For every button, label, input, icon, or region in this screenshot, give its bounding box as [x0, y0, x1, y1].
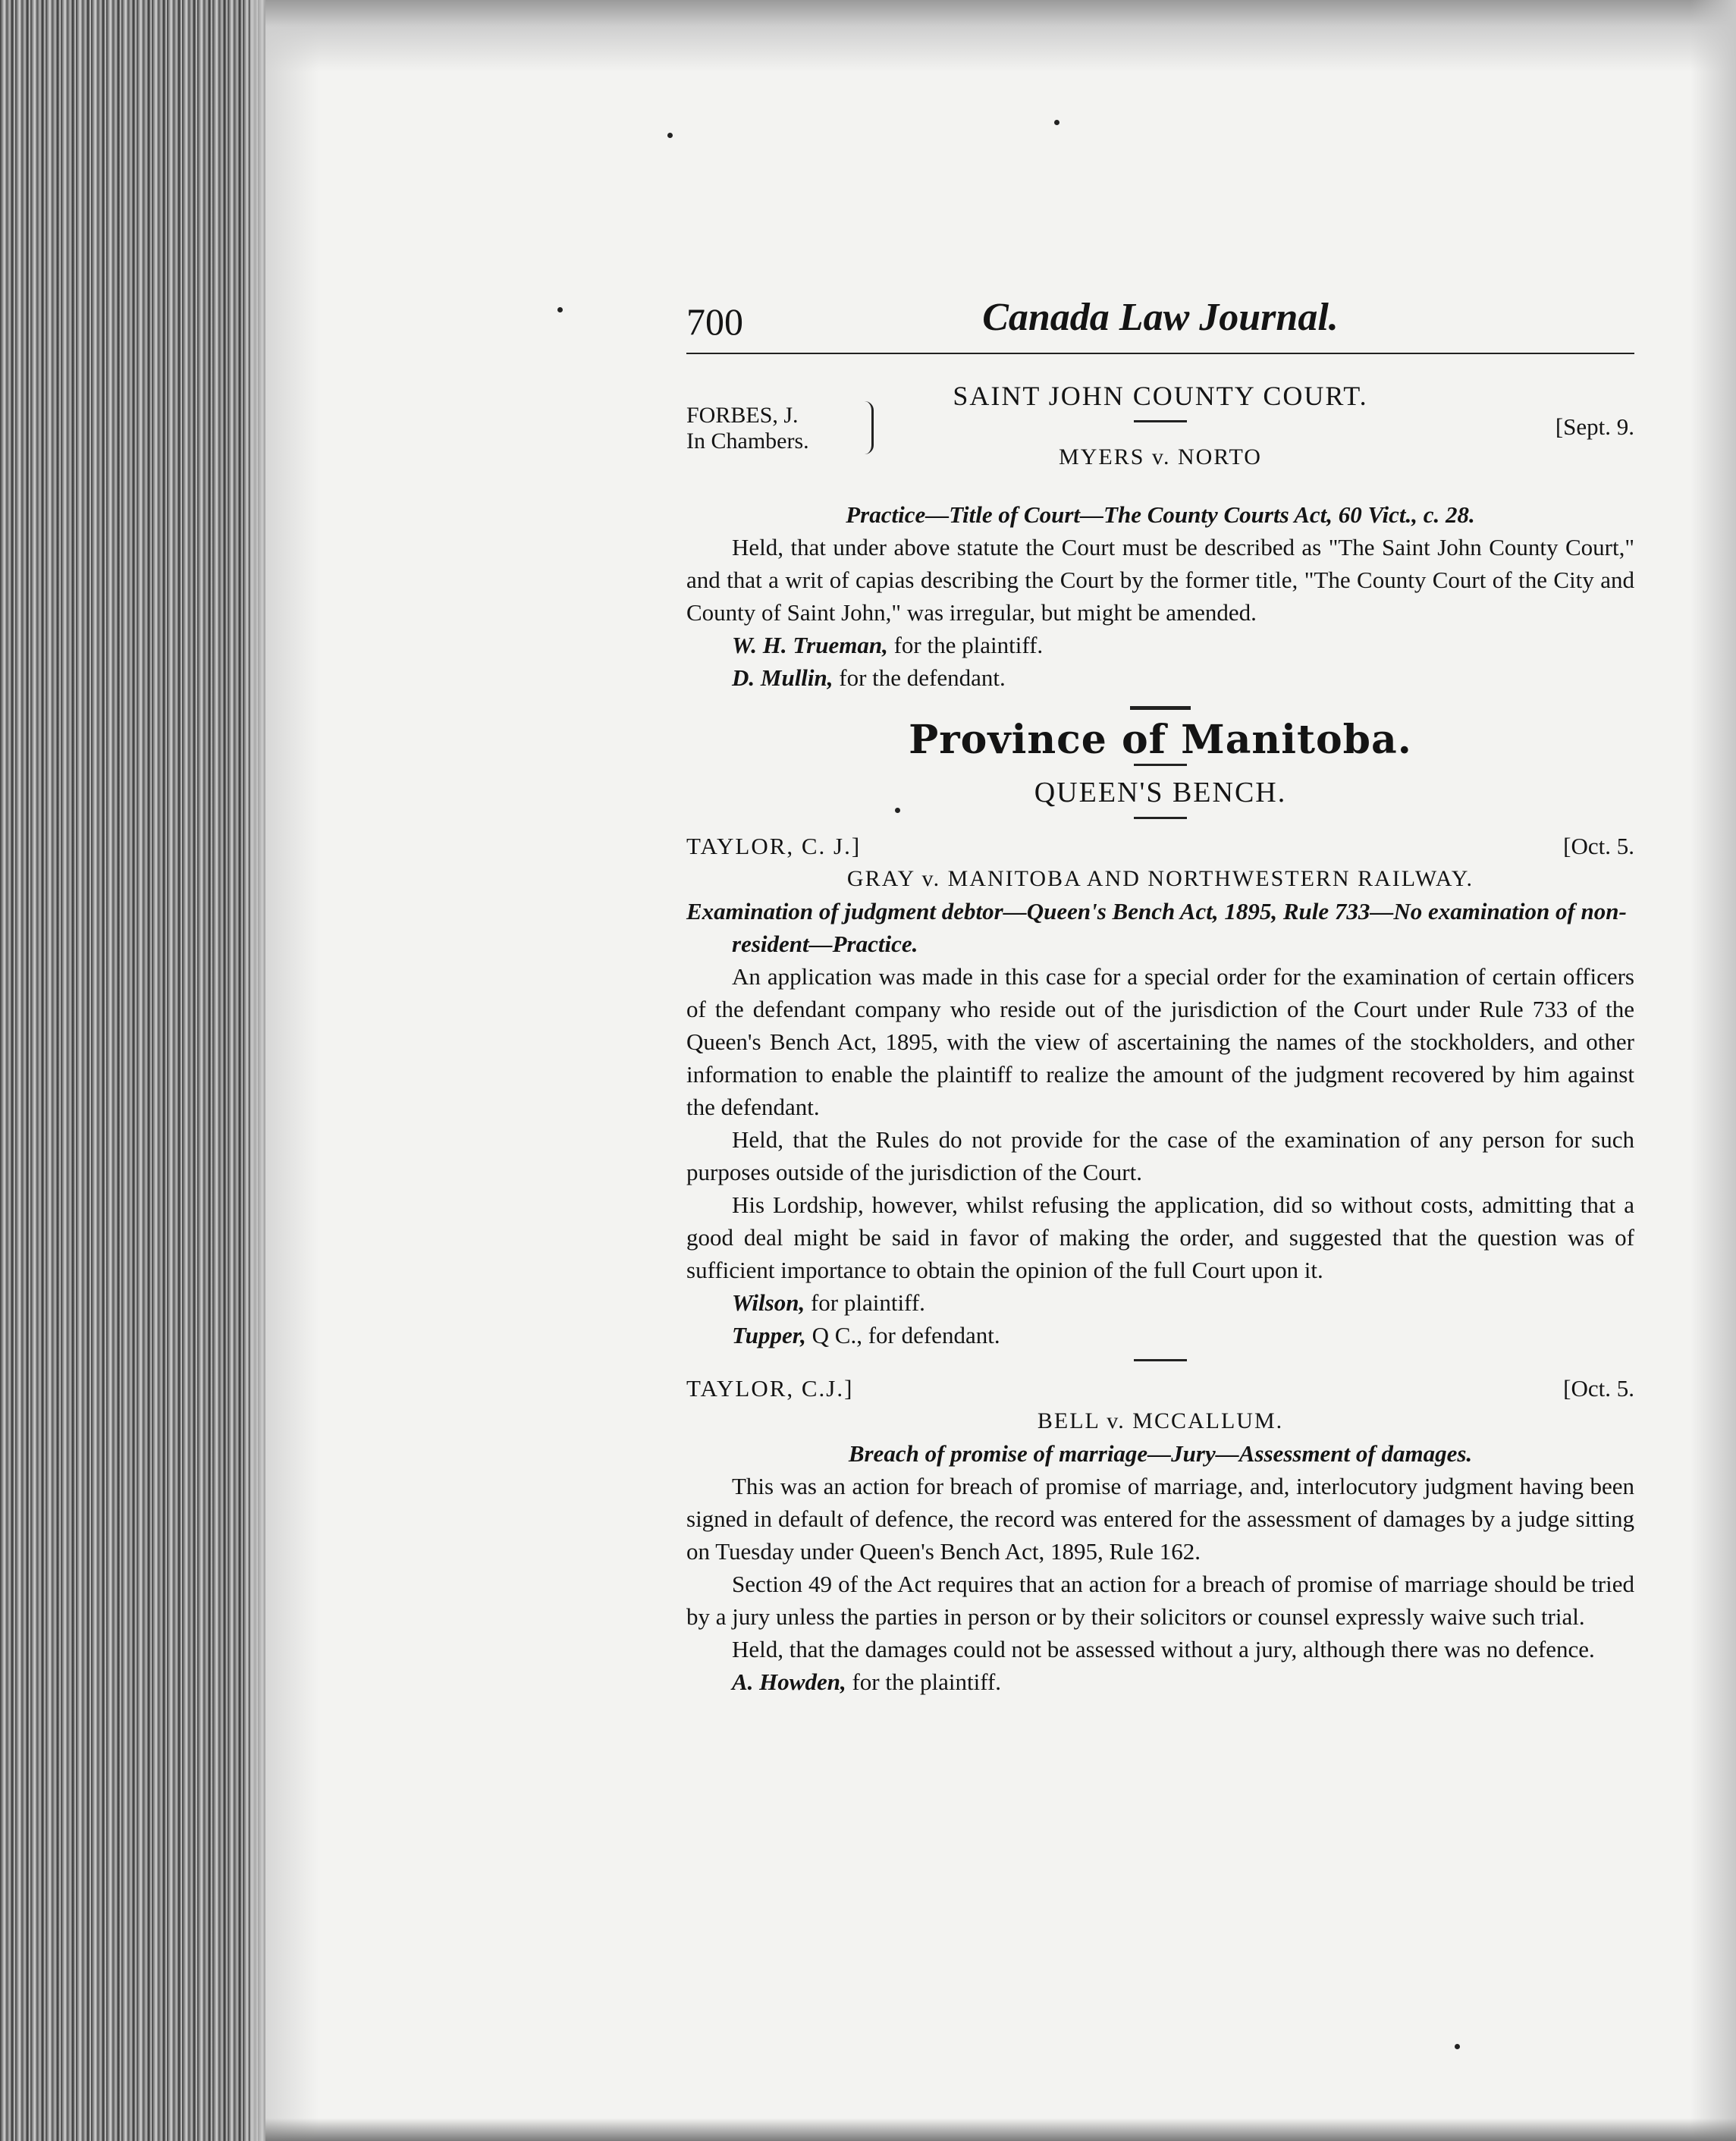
case-name: MYERS v. NORTO — [1059, 444, 1262, 469]
case-header-gray — [686, 830, 1634, 862]
book-binding-gutter — [0, 0, 265, 2141]
counsel-name: Wilson, — [732, 1289, 805, 1316]
body-paragraph: An application was made in this case for a special order for the examination of certain officers of the defendant company who reside out of the jurisdiction of the Court under Rule 733 of the Queen's Bench Act, 1895, with the view of ascertaining the names of the stockholders, and other information to enable the plaintiff to realize the amount of the judgment recovered by him against the defendant. — [686, 963, 1634, 1120]
province-heading: Province of Manitoba. — [909, 717, 1412, 763]
chambers-label: In Chambers. — [686, 429, 809, 454]
divider — [1134, 1359, 1187, 1361]
judge-name: FORBES, J. — [686, 403, 799, 428]
scan-speck — [1455, 2044, 1460, 2049]
case-header-myers — [686, 403, 1634, 498]
case-name: BELL v. MCCALLUM. — [1037, 1408, 1284, 1433]
headnote: Breach of promise of marriage—Jury—Assessment of damages. — [848, 1440, 1473, 1467]
counsel-role: for the defendant. — [833, 664, 1006, 691]
decision-date: [Oct. 5. — [1563, 833, 1634, 859]
judge-name: TAYLOR, C. J.] — [686, 833, 862, 859]
page-bottom-edge — [265, 2118, 1736, 2141]
journal-page — [686, 296, 1634, 1698]
decision-date: [Sept. 9. — [1555, 413, 1634, 440]
body-paragraph: Section 49 of the Act requires that an action for a breach of promise of marriage should be tried by a jury unless the parties in person or by their solicitors or counsel expressly waive such trial. — [686, 1571, 1634, 1630]
decision-date: [Oct. 5. — [1563, 1375, 1634, 1402]
divider — [1134, 764, 1187, 766]
counsel-role: Q C., for defendant. — [805, 1322, 1000, 1348]
divider — [1134, 817, 1187, 819]
court-heading-saint-john: SAINT JOHN COUNTY COURT. — [953, 381, 1368, 411]
section-divider — [1130, 706, 1191, 710]
scan-speck — [1054, 120, 1059, 125]
judge-name: TAYLOR, C.J.] — [686, 1375, 854, 1402]
holding-paragraph: Held, that under above statute the Court must be described as "The Saint John County Court," and that a writ of capias describing the Court by the former title, "The County Court of the City and County of Saint John," was irregular, but might be amended. — [686, 534, 1634, 626]
scan-speck — [557, 307, 563, 312]
journal-title: Canada Law Journal. — [982, 296, 1339, 339]
counsel-role: for the plaintiff. — [846, 1669, 1002, 1695]
counsel-name: Tupper, — [732, 1322, 806, 1348]
gutter-shadow — [250, 0, 319, 2141]
holding-paragraph: Held, that the Rules do not provide for the case of the examination of any person for such purposes outside of the jurisdiction of the Court. — [686, 1126, 1634, 1185]
headnote: Examination of judgment debtor—Queen's Bench Act, 1895, Rule 733—No examination of non-resident—Practice. — [686, 898, 1627, 957]
counsel-line — [686, 1319, 1634, 1351]
counsel-name: A. Howden, — [732, 1669, 846, 1695]
page-number: 700 — [686, 300, 743, 343]
case-name: GRAY v. MANITOBA AND NORTHWESTERN RAILWAY. — [846, 866, 1474, 891]
counsel-name: D. Mullin, — [732, 664, 833, 691]
counsel-role: for plaintiff. — [805, 1289, 925, 1316]
headnote: Practice—Title of Court—The County Courts Act, 60 Vict., c. 28. — [846, 501, 1475, 528]
court-heading-queens-bench: QUEEN'S BENCH. — [1034, 777, 1287, 808]
counsel-line — [686, 661, 1634, 694]
counsel-line — [686, 629, 1634, 661]
body-paragraph: This was an action for breach of promise of marriage, and, interlocutory judgment having been signed in default of defence, the record was entered for the assessment of damages by a judge sitting on Tuesday under Queen's Bench Act, 1895, Rule 162. — [686, 1473, 1634, 1565]
running-head — [686, 296, 1634, 354]
holding-paragraph: Held, that the damages could not be assessed without a jury, although there was no defence. — [732, 1636, 1595, 1662]
page-top-edge — [265, 0, 1736, 72]
counsel-name: W. H. Trueman, — [732, 632, 888, 658]
page-right-edge — [1690, 0, 1736, 2141]
case-header-bell — [686, 1372, 1634, 1405]
counsel-line — [686, 1665, 1634, 1698]
scan-speck — [667, 133, 673, 138]
counsel-role: for the plaintiff. — [887, 632, 1044, 658]
counsel-line — [686, 1286, 1634, 1319]
divider — [1134, 420, 1187, 422]
body-paragraph: His Lordship, however, whilst refusing the application, did so without costs, admitting that a good deal might be said in favor of making the order, and suggested that the question was of sufficient importance to obtain the opinion of the full Court upon it. — [686, 1191, 1634, 1283]
